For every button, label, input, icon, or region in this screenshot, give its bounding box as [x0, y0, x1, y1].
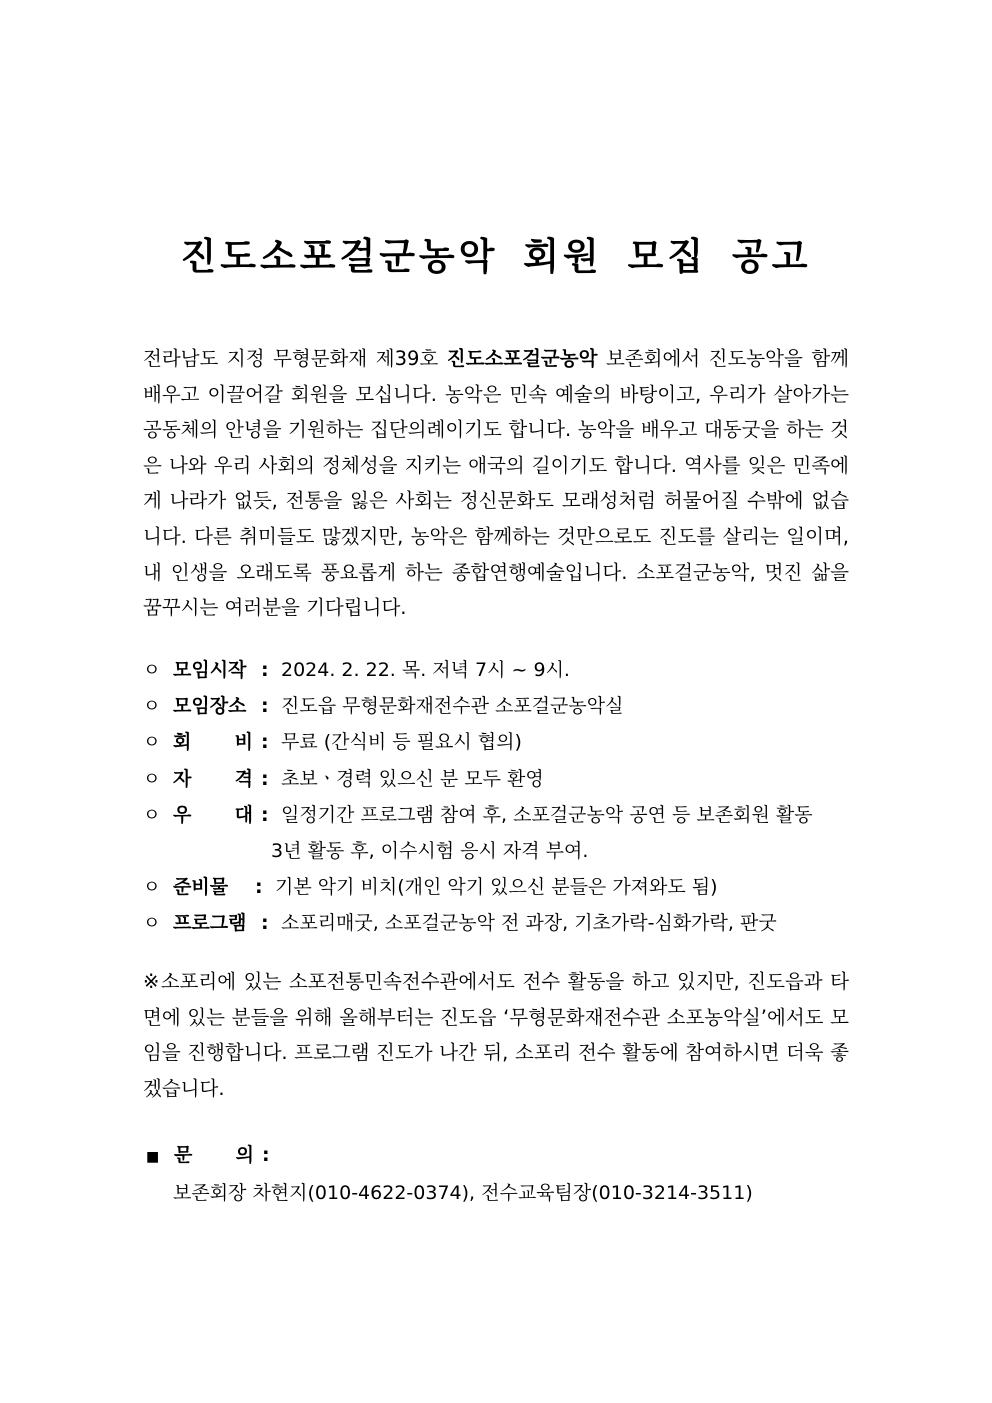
info-value-qualification: 초보ㆍ경력 있으신 분 모두 환영 — [281, 767, 544, 790]
info-label-fee-a: 회 — [173, 731, 192, 754]
info-row-benefit-continued — [143, 833, 863, 869]
info-label-start: 모임시작 — [173, 659, 247, 681]
note-paragraph: ※소포리에 있는 소포전통민속전수관에서도 전수 활동을 하고 있지만, 진도읍과 타면에 있는 분들을 위해 올해부터는 진도읍 ‘무형문화재전수관 소포농악실’에서도 모임을 진행합니다. 프로그램 진도가 나간 뒤, 소포리 전수 활동에 참여하시면 더욱 좋겠습니다. — [143, 970, 849, 1100]
page-title: 진도소포걸군농악 회원 모집 공고 — [180, 235, 812, 278]
circle-bullet-icon: ㅇ — [143, 696, 161, 718]
info-colon: : — [261, 695, 269, 718]
info-label-qual-a: 자 — [173, 767, 192, 790]
intro-text-start: 전라남도 지정 무형문화재 제39호 — [143, 347, 447, 370]
contact-header — [146, 1137, 753, 1175]
info-list — [143, 652, 863, 942]
info-label-qualification — [173, 761, 253, 797]
contact-label — [174, 1137, 254, 1173]
circle-bullet-icon: ㅇ — [143, 877, 161, 899]
info-colon: : — [255, 876, 263, 899]
circle-bullet-icon: ㅇ — [143, 732, 161, 754]
contact-info: 보존회장 차현지(010-4622-0374), 전수교육팀장(010-3214-3511) — [173, 1182, 753, 1204]
info-colon: : — [261, 731, 269, 754]
circle-bullet-icon: ㅇ — [143, 913, 161, 935]
info-label-place: 모임장소 — [173, 695, 247, 718]
intro-org-name: 진도소포걸군농악 — [446, 347, 598, 370]
circle-bullet-icon: ㅇ — [143, 804, 161, 826]
info-label-benefit — [173, 797, 253, 833]
info-value-fee: 무료 (간식비 등 필요시 협의) — [281, 731, 522, 754]
contact-label-b: 의 — [235, 1144, 254, 1166]
info-value-benefit: 일정기간 프로그램 참여 후, 소포걸군농악 공연 등 보존회원 활동 — [281, 803, 813, 826]
info-colon: : — [261, 767, 269, 790]
contact-colon: : — [262, 1144, 270, 1166]
info-label-benefit-a: 우 — [173, 803, 192, 826]
info-row-qualification — [143, 761, 863, 797]
circle-bullet-icon: ㅇ — [143, 660, 161, 681]
info-label-fee — [173, 724, 253, 760]
info-label-benefit-b: 대 — [234, 803, 253, 826]
info-row-program — [143, 905, 863, 941]
circle-bullet-icon: ㅇ — [143, 768, 161, 790]
info-label-fee-b: 비 — [234, 731, 253, 754]
info-colon: : — [261, 659, 269, 681]
intro-paragraph — [143, 341, 849, 626]
info-value-benefit-line2: 3년 활동 후, 이수시험 응시 자격 부여. — [271, 839, 589, 862]
info-value-place: 진도읍 무형문화재전수관 소포걸군농악실 — [281, 695, 624, 718]
info-colon: : — [261, 912, 269, 935]
info-row-start — [143, 652, 863, 688]
square-bullet-icon: ■ — [146, 1149, 160, 1165]
info-row-benefit — [143, 797, 863, 833]
info-colon: : — [261, 803, 269, 826]
info-value-start: 2024. 2. 22. 목. 저녁 7시 ~ 9시. — [281, 659, 570, 681]
info-row-place — [143, 688, 863, 724]
info-value-program: 소포리매굿, 소포걸군농악 전 과장, 기초가락-심화가락, 판굿 — [281, 912, 777, 935]
intro-text-rest: 보존회에서 진도농악을 함께 배우고 이끌어갈 회원을 모십니다. 농악은 민속 예술의 바탕이고, 우리가 살아가는 공동체의 안녕을 기원하는 집단의례이기도 합니다. 농악을 배우고 대동굿을 하는 것은 나와 우리 사회의 정체성을 지키는 애국의 길이기도 합니다. 역사를 잊은 민족에게 나라가 없듯, 전통을 잃은 사회는 정신문화도 모래성처럼 허물어질 수밖에 없습니다. 다른 취미들도 많겠지만, 농악은 함께하는 것만으로도 진도를 살리는 일이며, 내 인생을 오래도록 풍요롭게 하는 종합연행예술입니다. 소포걸군농악, 멋진 삶을 꿈꾸시는 여러분을 기다립니다. — [143, 347, 850, 620]
info-label-prep: 준비물 — [173, 876, 229, 899]
info-value-prep: 기본 악기 비치(개인 악기 있으신 분들은 가져와도 됨) — [275, 876, 718, 899]
info-label-qual-b: 격 — [234, 767, 253, 790]
info-row-fee — [143, 724, 863, 760]
contact-section — [146, 1137, 753, 1211]
contact-label-a: 문 — [174, 1144, 193, 1166]
info-label-program: 프로그램 — [173, 912, 247, 935]
info-row-prep — [143, 869, 863, 905]
